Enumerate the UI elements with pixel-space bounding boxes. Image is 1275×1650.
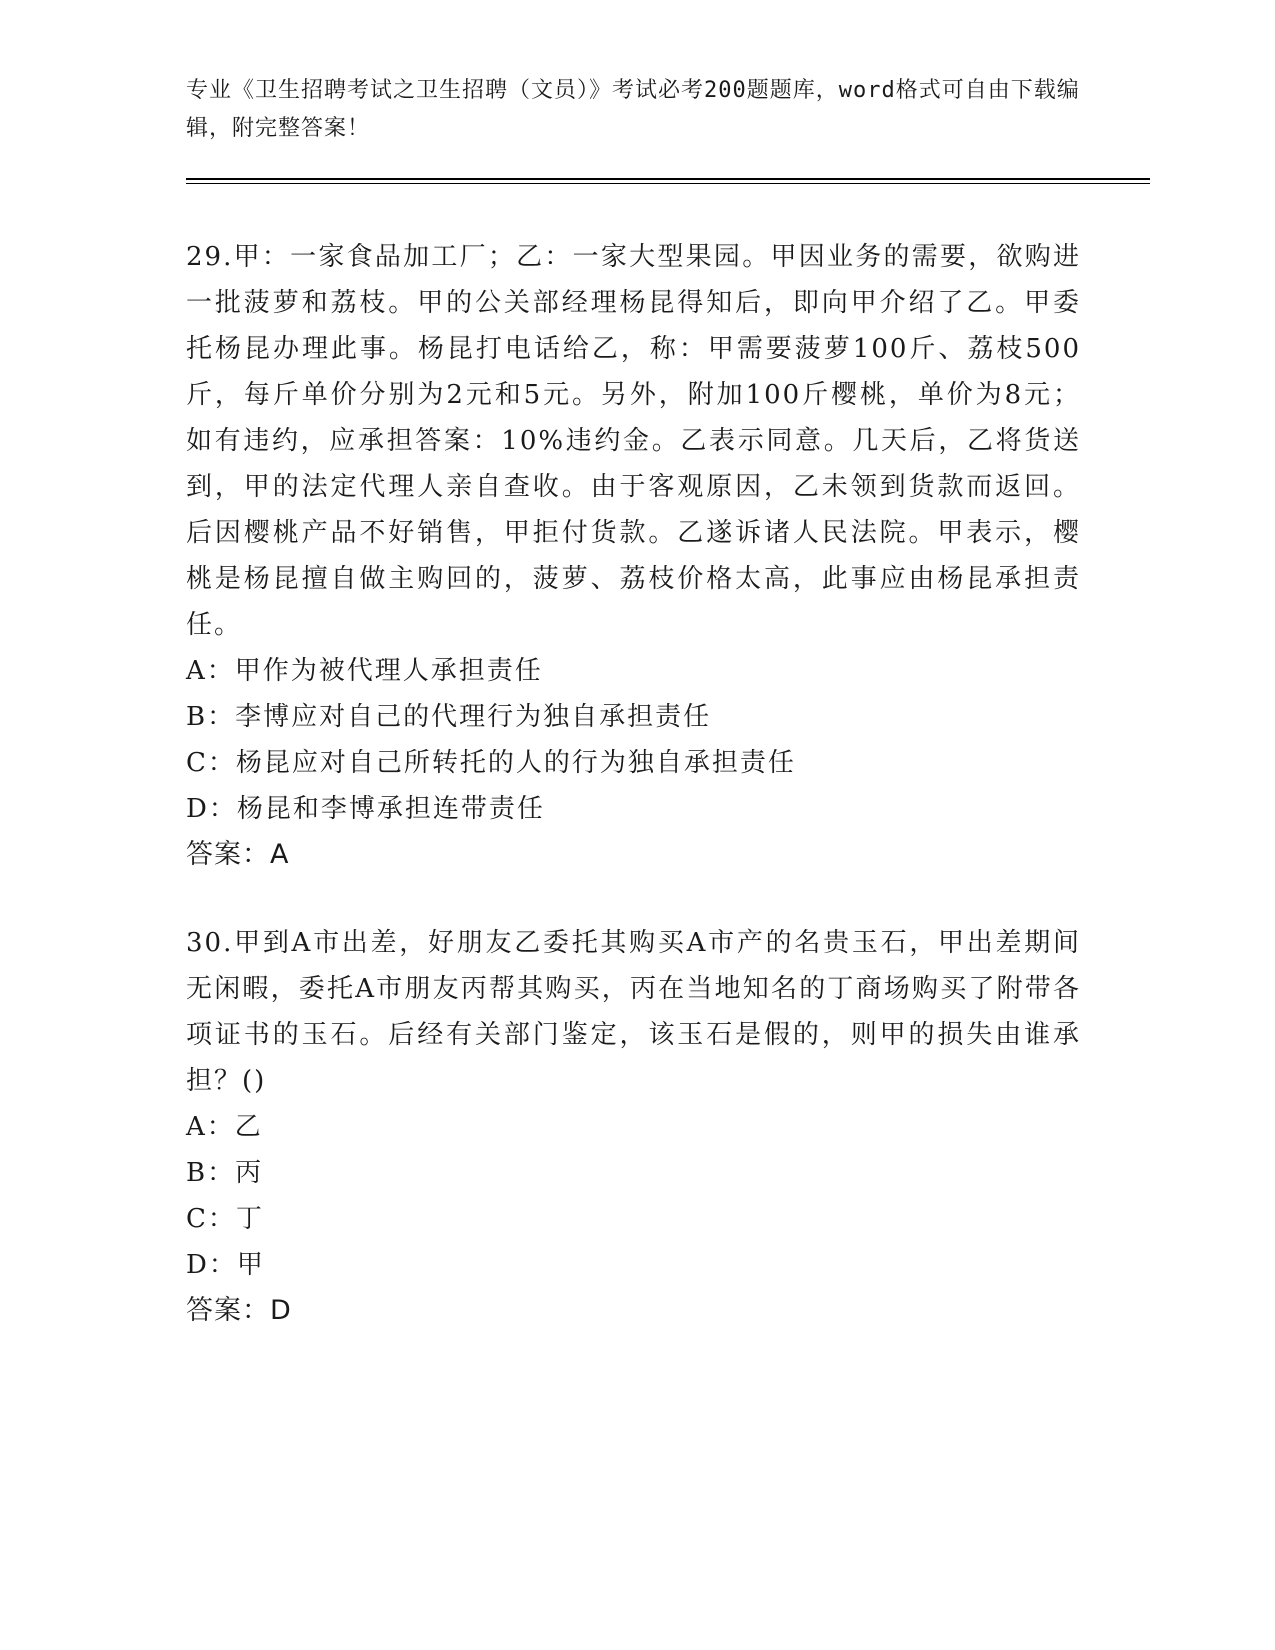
question-29 (186, 234, 1081, 878)
document-header: 专业《卫生招聘考试之卫生招聘（文员）》考试必考200题题库，word格式可自由下载编辑，附完整答案！ (186, 78, 1080, 141)
option-d: D：杨昆和李博承担连带责任 (186, 794, 545, 824)
option-c: C：丁 (186, 1204, 264, 1234)
option-b: B：丙 (186, 1158, 264, 1188)
option-a: A：乙 (186, 1112, 263, 1142)
header-rule-thin (186, 183, 1150, 184)
question-stem: 30.甲到A市出差，好朋友乙委托其购买A市产的名贵玉石，甲出差期间无闲暇，委托A市朋友丙帮其购买，丙在当地知名的丁商场购买了附带各项证书的玉石。后经有关部门鉴定，该玉石是假的，则甲的损失由谁承担？() (186, 928, 1081, 1096)
option-b: B：李博应对自己的代理行为独自承担责任 (186, 702, 712, 732)
question-30 (186, 920, 1081, 1334)
option-d: D：甲 (186, 1250, 265, 1280)
option-a: A：甲作为被代理人承担责任 (186, 656, 543, 686)
answer: 答案：A (186, 839, 290, 870)
header-rule-thick (186, 178, 1150, 180)
option-c: C：杨昆应对自己所转托的人的行为独自承担责任 (186, 748, 796, 778)
answer: 答案：D (186, 1295, 292, 1326)
question-stem: 29.甲：一家食品加工厂；乙：一家大型果园。甲因业务的需要，欲购进一批菠萝和荔枝。甲的公关部经理杨昆得知后，即向甲介绍了乙。甲委托杨昆办理此事。杨昆打电话给乙，称：甲需要菠萝100斤、荔枝500斤，每斤单价分别为2元和5元。另外，附加100斤樱桃，单价为8元；如有违约，应承担答案：10%违约金。乙表示同意。几天后，乙将货送到，甲的法定代理人亲自查收。由于客观原因，乙未领到货款而返回。后因樱桃产品不好销售，甲拒付货款。乙遂诉诸人民法院。甲表示，樱桃是杨昆擅自做主购回的，菠萝、荔枝价格太高，此事应由杨昆承担责任。 (186, 242, 1081, 640)
